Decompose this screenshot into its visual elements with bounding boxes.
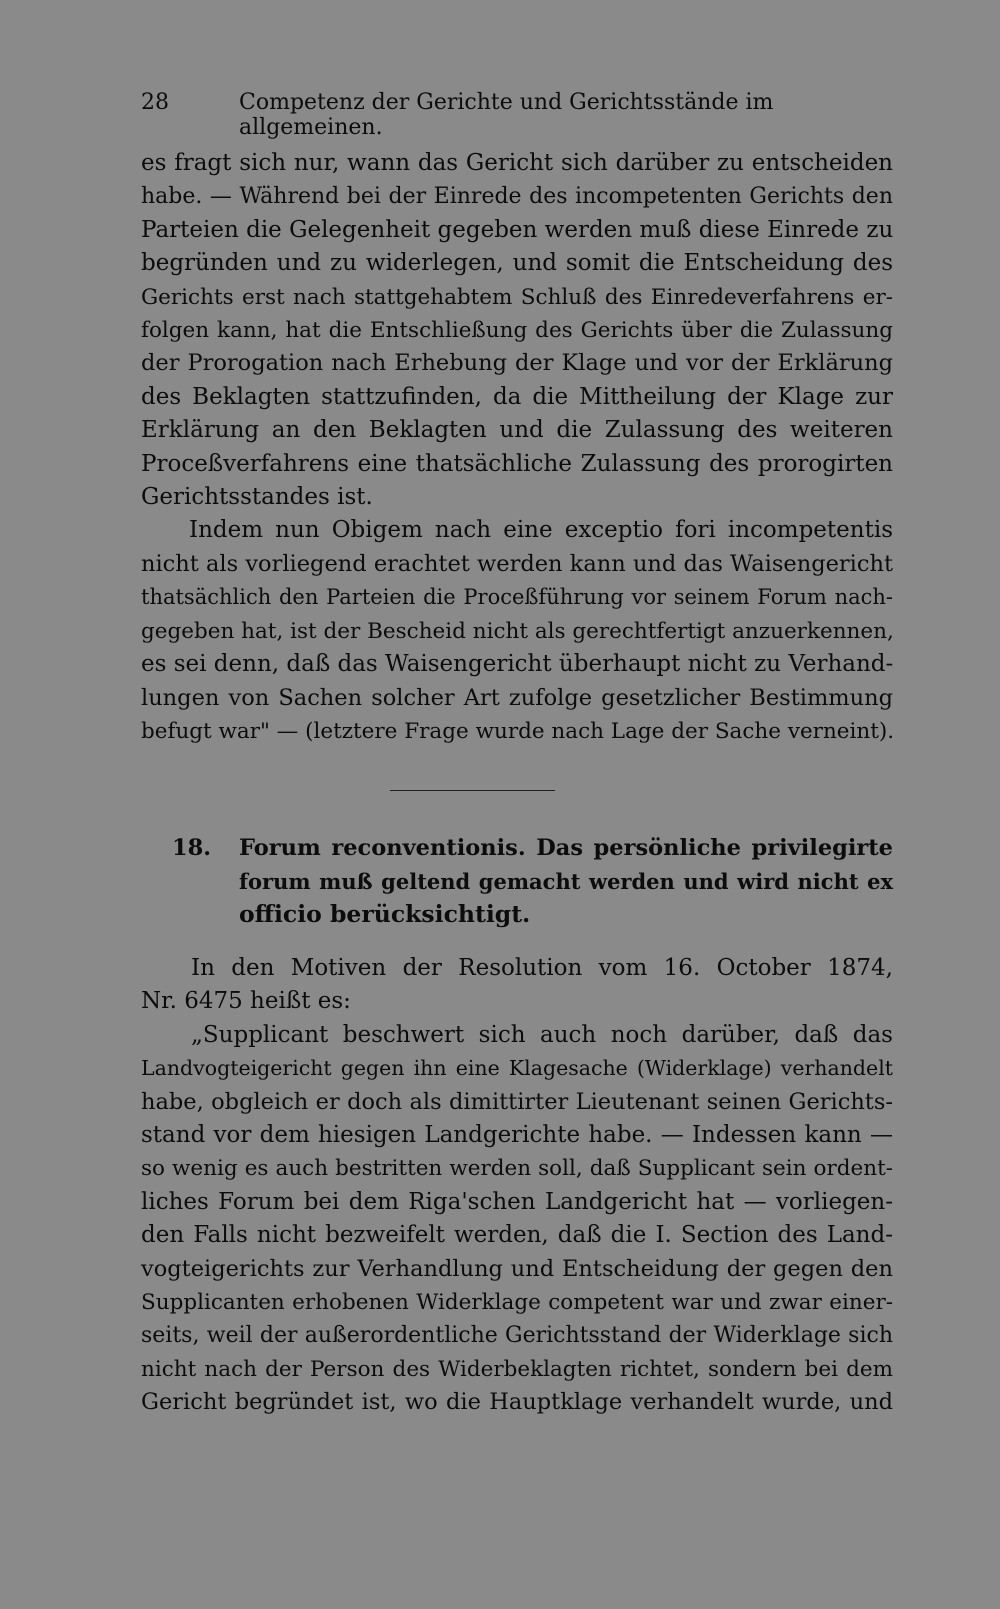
section-divider (390, 790, 555, 791)
section-heading (172, 832, 893, 932)
text-line: vogteigerichts zur Verhandlung und Entscheidung der gegen den (141, 1255, 893, 1282)
page-number: 28 (141, 90, 169, 115)
text-line: nicht nach der Person des Widerbeklagten richtet, sondern bei dem (141, 1356, 893, 1382)
text-line: thatsächlich den Parteien die Proceßführung vor seinem Forum nach- (141, 585, 893, 610)
text-line: es sei denn, daß das Waisengericht überhaupt nicht zu Verhand- (141, 651, 894, 678)
text-line: stand vor dem hiesigen Landgerichte habe. — Indessen kann — (141, 1122, 893, 1149)
text-line: seits, weil der außerordentliche Gerichtsstand der Widerklage sich (141, 1323, 893, 1349)
text-line: es fragt sich nur, wann das Gericht sich darüber zu entscheiden (141, 150, 893, 176)
text-line: „Supplicant beschwert sich auch noch darüber, daß das (191, 1021, 893, 1048)
text-line: des Beklagten stattzufinden, da die Mittheilung der Klage zur (141, 383, 893, 410)
heading-text-1: Forum reconventionis. Das persönliche privilegirte (239, 835, 893, 861)
text-line: der Prorogation nach Erhebung der Klage und vor der Erklärung (141, 350, 893, 377)
text-line: habe. — Während bei der Einrede des incompetenten Gerichts den (141, 184, 893, 210)
text-line: Gerichts erst nach stattgehabtem Schluß des Einredeverfahrens er- (141, 284, 893, 310)
text-line: begründen und zu widerlegen, und somit die Entscheidung des (141, 250, 893, 277)
text-line: liches Forum bei dem Riga'schen Landgericht hat — vorliegen- (141, 1188, 893, 1215)
text-line: Nr. 6475 heißt es: (141, 988, 351, 1015)
text-line: Landvogteigericht gegen ihn eine Klagesache (Widerklage) verhandelt (141, 1056, 893, 1081)
page-header (141, 90, 901, 140)
running-title: Competenz der Gerichte und Gerichtsstände im allgemeinen. (239, 90, 774, 140)
heading-line-3: officio berücksichtigt. (239, 900, 531, 929)
heading-line-1 (172, 832, 893, 865)
text-line: folgen kann, hat die Entschließung des Gerichts über die Zulassung (141, 318, 893, 344)
heading-line-2: forum muß geltend gemacht werden und wird nicht ex (239, 869, 893, 895)
text-line: nicht als vorliegend erachtet werden kann und das Waisengericht (141, 550, 893, 577)
text-line: Erklärung an den Beklagten und die Zulassung des weiteren (141, 417, 893, 444)
body-text-top (141, 147, 893, 748)
text-line: so wenig es auch bestritten werden soll, daß Supplicant sein ordent- (141, 1156, 893, 1182)
text-line: Indem nun Obigem nach eine exceptio fori incompetentis (189, 517, 893, 544)
text-line: befugt war" — (letztere Frage wurde nach Lage der Sache verneint). (141, 718, 895, 744)
section-number: 18. (172, 835, 212, 861)
text-line: Parteien die Gelegenheit gegeben werden muß diese Einrede zu (141, 216, 894, 243)
text-line: Gerichtsstandes ist. (141, 484, 373, 511)
text-line: den Falls nicht bezweifelt werden, daß die I. Section des Land- (141, 1222, 893, 1249)
text-line: Gericht begründet ist, wo die Hauptklage verhandelt wurde, und (141, 1389, 893, 1416)
body-text-bottom (141, 952, 893, 1420)
text-line: Supplicanten erhobenen Widerklage competent war und zwar einer- (141, 1290, 893, 1316)
text-line: habe, obgleich er doch als dimittirter Lieutenant seinen Gerichts- (141, 1088, 893, 1115)
text-line: In den Motiven der Resolution vom 16. October 1874, (191, 955, 893, 981)
text-line: Proceßverfahrens eine thatsächliche Zulassung des prorogirten (141, 450, 893, 477)
text-line: lungen von Sachen solcher Art zufolge gesetzlicher Bestimmung (141, 684, 893, 711)
text-line: gegeben hat, ist der Bescheid nicht als gerechtfertigt anzuerkennen, (141, 618, 894, 644)
